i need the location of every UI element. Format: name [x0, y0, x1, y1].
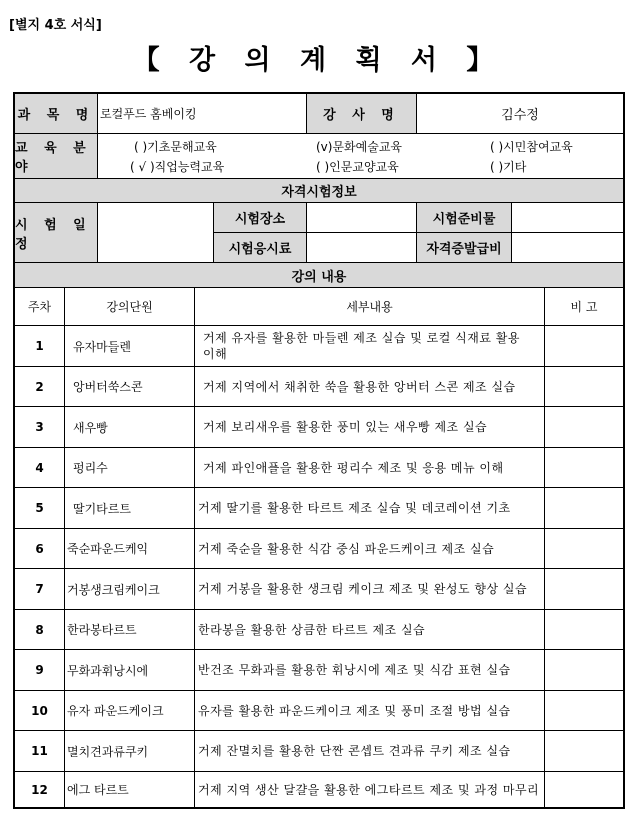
instructor-label: 강 사 명 — [307, 94, 417, 134]
unit-name: 에그 타르트 — [65, 772, 195, 807]
field-option-other: ( )기타 — [490, 160, 527, 174]
week-number: 3 — [15, 407, 65, 448]
week-number: 6 — [15, 529, 65, 569]
lecture-section-title: 강의 내용 — [15, 263, 623, 288]
unit-detail: 거제 죽순을 활용한 식감 중심 파운드케이크 제조 실습 — [195, 529, 545, 569]
exam-fee-value — [307, 233, 417, 263]
week-number: 11 — [15, 731, 65, 772]
unit-name: 멸치견과류쿠키 — [65, 731, 195, 772]
week-header: 주차 — [15, 288, 65, 326]
unit-detail: 유자를 활용한 파운드케이크 제조 및 풍미 조절 방법 실습 — [195, 691, 545, 731]
detail-header: 세부내용 — [195, 288, 545, 326]
unit-detail: 거제 지역 생산 달걀을 활용한 에그타르트 제조 및 과정 마무리 — [195, 772, 545, 807]
unit-note — [545, 448, 623, 488]
unit-name: 한라봉타르트 — [65, 610, 195, 650]
unit-note — [545, 569, 623, 610]
unit-name: 유자 파운드케이크 — [65, 691, 195, 731]
unit-detail: 거제 딸기를 활용한 타르트 제조 실습 및 데코레이션 기초 — [195, 488, 545, 529]
cert-issue-fee-label: 자격증발급비 — [417, 233, 512, 263]
unit-detail: 거제 파인애플을 활용한 펑리수 제조 및 응용 메뉴 이해 — [195, 448, 545, 488]
unit-note — [545, 326, 623, 367]
unit-note — [545, 367, 623, 407]
instructor-value: 김수정 — [417, 94, 623, 134]
field-option-humanities: ( )인문교양교육 — [316, 160, 399, 174]
unit-note — [545, 529, 623, 569]
unit-name: 거봉생크림케이크 — [65, 569, 195, 610]
form-number-label: [별지 4호 서식] — [9, 18, 102, 33]
unit-name: 새우빵 — [65, 407, 195, 448]
unit-detail: 거제 지역에서 채취한 쑥을 활용한 앙버터 스콘 제조 실습 — [195, 367, 545, 407]
week-number: 5 — [15, 488, 65, 529]
subject-label: 과 목 명 — [15, 94, 98, 134]
cert-issue-fee-value — [512, 233, 623, 263]
subject-value: 로컬푸드 홈베이킹 — [98, 94, 307, 134]
week-number: 12 — [15, 772, 65, 807]
unit-name: 무화과휘낭시에 — [65, 650, 195, 691]
unit-detail: 거제 거봉을 활용한 생크림 케이크 제조 및 완성도 향상 실습 — [195, 569, 545, 610]
lecture-plan-form — [13, 92, 625, 809]
unit-note — [545, 610, 623, 650]
unit-detail: 거제 보리새우를 활용한 풍미 있는 새우빵 제조 실습 — [195, 407, 545, 448]
unit-name: 죽순파운드케익 — [65, 529, 195, 569]
field-option-basic-literacy: ( )기초문해교육 — [134, 140, 217, 154]
unit-detail: 반건조 무화과를 활용한 휘낭시에 제조 및 식감 표현 실습 — [195, 650, 545, 691]
week-number: 8 — [15, 610, 65, 650]
unit-note — [545, 772, 623, 807]
exam-venue-value — [307, 203, 417, 233]
week-number: 9 — [15, 650, 65, 691]
exam-prep-label: 시험준비물 — [417, 203, 512, 233]
unit-note — [545, 488, 623, 529]
cert-section-title: 자격시험정보 — [15, 179, 623, 203]
unit-note — [545, 691, 623, 731]
note-header: 비 고 — [545, 288, 623, 326]
exam-prep-value — [512, 203, 623, 233]
week-number: 4 — [15, 448, 65, 488]
unit-detail: 한라봉을 활용한 상큼한 타르트 제조 실습 — [195, 610, 545, 650]
field-option-culture-arts: (v)문화예술교육 — [316, 140, 403, 154]
unit-name: 유자마들렌 — [65, 326, 195, 367]
unit-name: 펑리수 — [65, 448, 195, 488]
field-options — [98, 134, 623, 179]
field-option-civic: ( )시민참여교육 — [490, 140, 573, 154]
page-title: 【 강 의 계 획 서 】 — [132, 45, 504, 76]
week-number: 2 — [15, 367, 65, 407]
unit-detail: 거제 유자를 활용한 마들렌 제조 실습 및 로컬 식재료 활용 이해 — [195, 326, 545, 367]
exam-fee-label: 시험응시료 — [214, 233, 307, 263]
unit-header: 강의단원 — [65, 288, 195, 326]
unit-detail: 거제 잔멸치를 활용한 단짠 콘셉트 견과류 쿠키 제조 실습 — [195, 731, 545, 772]
exam-schedule-label: 시 험 일 정 — [15, 203, 98, 263]
week-number: 10 — [15, 691, 65, 731]
week-number: 1 — [15, 326, 65, 367]
field-label: 교 육 분 야 — [15, 134, 98, 179]
unit-note — [545, 407, 623, 448]
unit-name: 딸기타르트 — [65, 488, 195, 529]
unit-note — [545, 650, 623, 691]
unit-note — [545, 731, 623, 772]
unit-name: 앙버터쑥스콘 — [65, 367, 195, 407]
week-number: 7 — [15, 569, 65, 610]
exam-venue-label: 시험장소 — [214, 203, 307, 233]
field-option-vocational: ( √ )직업능력교육 — [130, 160, 225, 174]
exam-schedule-value — [98, 203, 214, 263]
